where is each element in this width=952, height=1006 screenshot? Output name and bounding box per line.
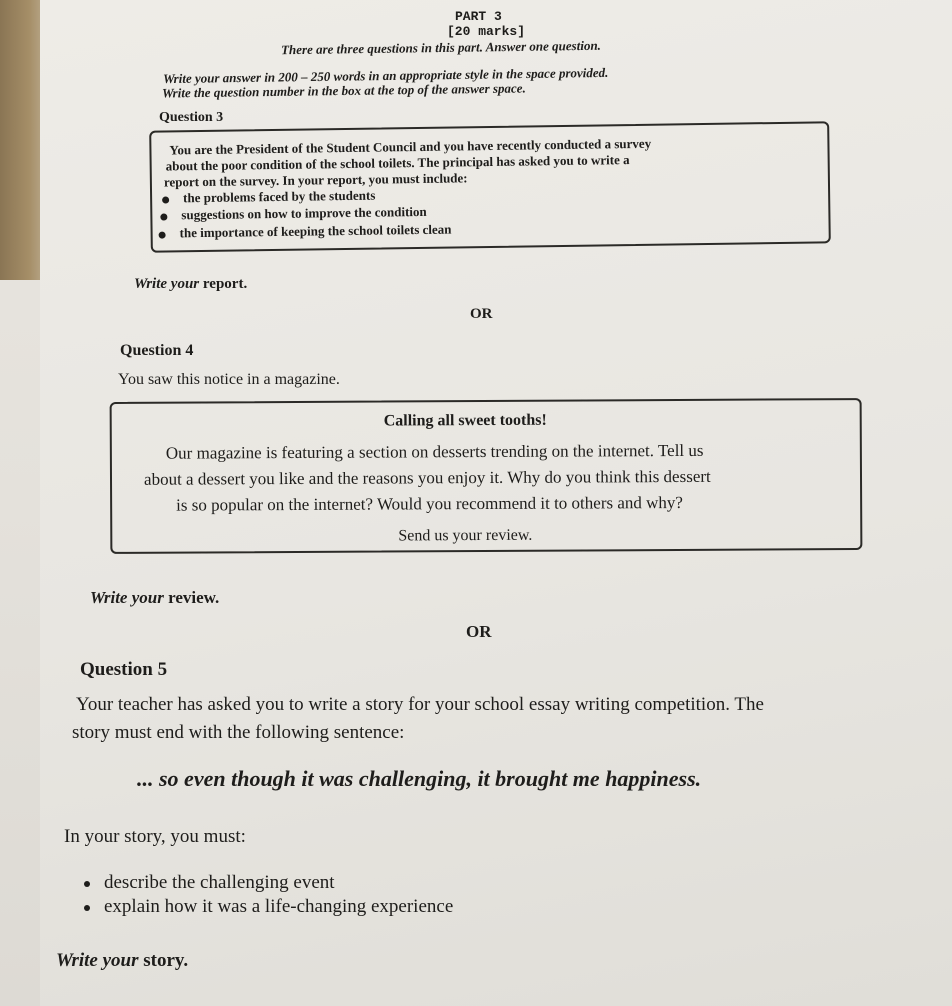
question-3-text-line-3: report on the survey. In your report, you must include: bbox=[163, 170, 468, 190]
marks-label: [20 marks] bbox=[447, 24, 526, 39]
notice-footer: Send us your review. bbox=[398, 526, 533, 545]
question-3-bullet-1: the problems faced by the students bbox=[162, 188, 375, 207]
question-5-quote: ... so even though it was challenging, it brought me happiness. bbox=[137, 766, 702, 791]
bullet-icon bbox=[84, 905, 90, 911]
question-3-bullet-2: suggestions on how to improve the condition bbox=[160, 204, 427, 224]
part-instruction: There are three questions in this part. Answer one question. bbox=[280, 37, 601, 58]
or-separator-2: OR bbox=[466, 622, 492, 641]
bullet-icon bbox=[160, 213, 167, 220]
question-3-bullet-3: the importance of keeping the school toilets clean bbox=[159, 222, 452, 242]
notice-title: Calling all sweet tooths! bbox=[383, 411, 547, 430]
bullet-icon bbox=[162, 196, 169, 203]
notice-line-2: about a dessert you like and the reasons you enjoy it. Why do you think this dessert bbox=[143, 466, 711, 489]
notice-line-3: is so popular on the internet? Would you recommend it to others and why? bbox=[176, 492, 683, 515]
question-5-task: Write your story. bbox=[56, 950, 189, 971]
question-4-task: Write your review. bbox=[90, 588, 220, 607]
question-3-heading: Question 3 bbox=[159, 110, 224, 125]
question-3-text-line-1: You are the President of the Student Council and you have recently conducted a survey bbox=[169, 135, 652, 158]
instruction-word-count: Write your answer in 200 – 250 words in an appropriate style in the space provided. bbox=[162, 64, 609, 87]
instruction-question-number: Write the question number in the box at the top of the answer space. bbox=[161, 80, 526, 101]
or-separator-1: OR bbox=[470, 306, 493, 322]
question-5-line-2: story must end with the following sentence: bbox=[72, 722, 405, 743]
question-5-bullet-2: explain how it was a life-changing experience bbox=[84, 896, 453, 918]
notice-line-1: Our magazine is featuring a section on desserts trending on the internet. Tell us bbox=[165, 440, 704, 463]
question-5-line-1: Your teacher has asked you to write a story for your school essay writing competition. The bbox=[76, 694, 764, 715]
question-3-box bbox=[149, 121, 831, 252]
question-5-must: In your story, you must: bbox=[64, 826, 246, 847]
question-4-intro: You saw this notice in a magazine. bbox=[118, 371, 340, 388]
notice-box bbox=[110, 398, 863, 554]
question-5-heading: Question 5 bbox=[80, 659, 168, 680]
question-4-heading: Question 4 bbox=[120, 342, 194, 359]
part-title: PART 3 bbox=[455, 9, 502, 24]
question-5-bullet-1: describe the challenging event bbox=[84, 872, 335, 894]
bullet-icon bbox=[84, 881, 90, 887]
bullet-icon bbox=[159, 231, 166, 238]
question-3-task: Write your report. bbox=[134, 276, 248, 292]
question-3-text-line-2: about the poor condition of the school toilets. The principal has asked you to write a bbox=[165, 152, 630, 174]
